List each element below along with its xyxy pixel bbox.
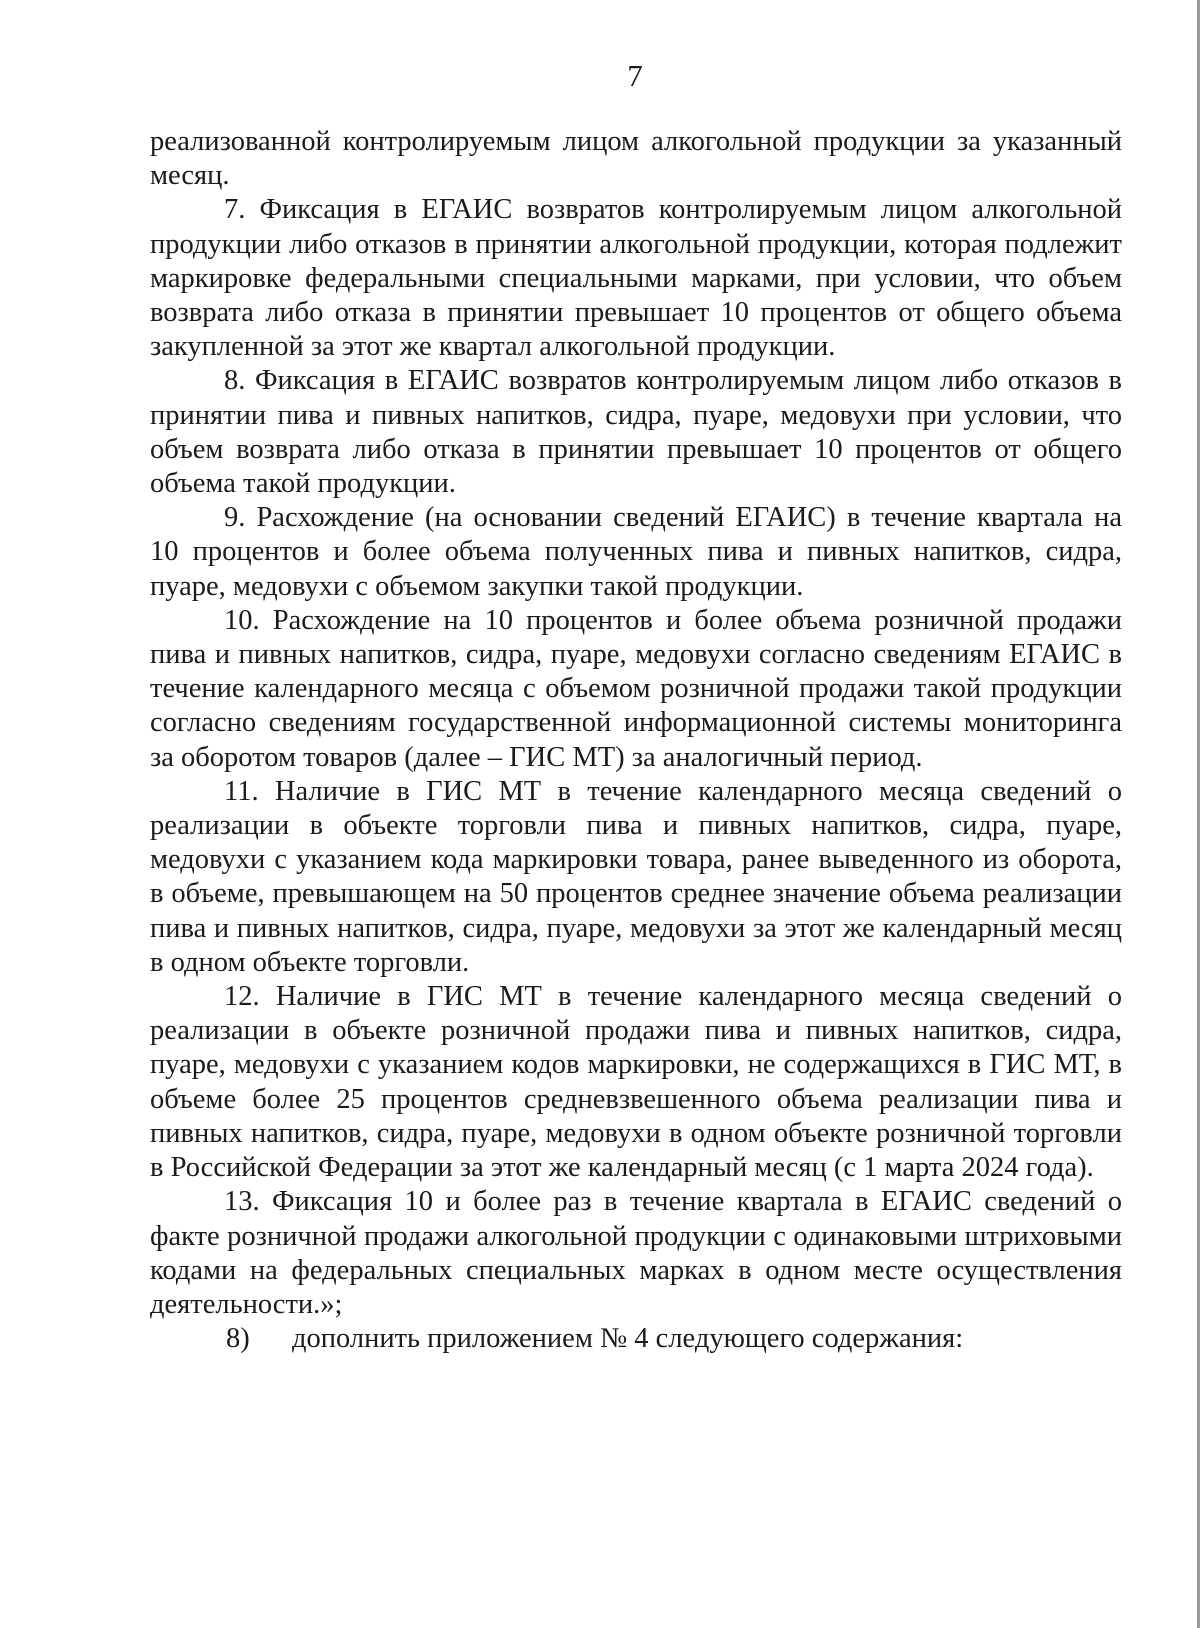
list-item-number: 8) — [226, 1323, 250, 1355]
list-item-text: дополнить приложением № 4 следующего содержания: — [292, 1323, 964, 1355]
paragraph-item-11: 11. Наличие в ГИС МТ в течение календарного месяца сведений о реализации в объекте торговли пива и пивных напитков, сидра, пуаре, медовухи с указанием кода маркировки товара, ранее выведенного из оборота, в объеме, превышающем на 50 процентов среднее значение объема реализации пива и пивных напитков, сидра, пуаре, медовухи за этот же календарный месяц в одном объекте торговли. — [150, 775, 1122, 978]
paragraph-continuation: реализованной контролируемым лицом алкогольной продукции за указанный месяц. — [150, 126, 1122, 192]
page-number: 7 — [627, 58, 643, 93]
paragraph-item-7: 7. Фиксация в ЕГАИС возвратов контролируемым лицом алкогольной продукции либо отказов в принятии алкогольной продукции, которая подлежит маркировке федеральными специальными марками, при условии, что объем возврата либо отказа в принятии превышает 10 процентов от общего объема закупленной за этот же квартал алкогольной продукции. — [150, 194, 1122, 363]
document-body — [150, 125, 1122, 1356]
paragraph-item-10: 10. Расхождение на 10 процентов и более объема розничной продажи пива и пивных напитков, сидра, пуаре, медовухи согласно сведениям ЕГАИС в течение календарного месяца с объемом розничной продажи такой продукции согласно сведениям государственной информационной системы мониторинга за оборотом товаров (далее – ГИС МТ) за аналогичный период. — [150, 604, 1122, 773]
paragraph-item-12: 12. Наличие в ГИС МТ в течение календарного месяца сведений о реализации в объекте розничной продажи пива и пивных напитков, сидра, пуаре, медовухи с указанием кодов маркировки, не содержащихся в ГИС МТ, в объеме более 25 процентов средневзвешенного объема реализации пива и пивных напитков, сидра, пуаре, медовухи в одном объекте розничной торговли в Российской Федерации за этот же календарный месяц (с 1 марта 2024 года). — [150, 981, 1122, 1184]
paragraph-item-13: 13. Фиксация 10 и более раз в течение квартала в ЕГАИС сведений о факте розничной продажи алкогольной продукции с одинаковыми штриховыми кодами на федеральных специальных марках в одном месте осуществления деятельности.»; — [150, 1186, 1122, 1320]
paragraph-item-8: 8. Фиксация в ЕГАИС возвратов контролируемым лицом либо отказов в принятии пива и пивных напитков, сидра, пуаре, медовухи при условии, что объем возврата либо отказа в принятии превышает 10 процентов от общего объема такой продукции. — [150, 365, 1122, 500]
paragraph-item-9: 9. Расхождение (на основании сведений ЕГАИС) в течение квартала на 10 процентов и более объема полученных пива и пивных напитков, сидра, пуаре, медовухи с объемом закупки такой продукции. — [150, 502, 1122, 602]
list-item-8 — [150, 1322, 1122, 1356]
